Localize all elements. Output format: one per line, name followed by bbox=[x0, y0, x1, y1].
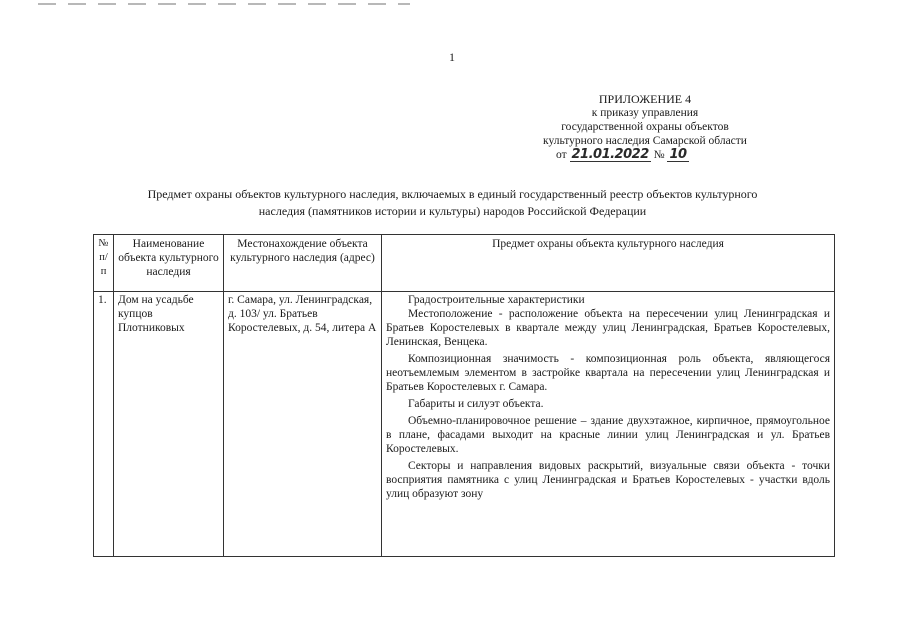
appendix-title: ПРИЛОЖЕНИЕ 4 bbox=[598, 92, 692, 106]
subject-paragraph: Местоположение - расположение объекта на пересечении улиц Ленинградская и Братьев Коростелевых в квартале между улиц Ленинградская, Братьев Коростелевых, Ленинская, Венцека. bbox=[386, 308, 830, 348]
header-subject: Предмет охраны объекта культурного наследия bbox=[382, 235, 835, 292]
appendix-line-2: государственной охраны объектов bbox=[561, 121, 729, 133]
header-number-pp: п/п bbox=[99, 252, 108, 277]
row-address: г. Самара, ул. Ленинградская, д. 103/ ул. Братьев Коростелевых, д. 54, литера А bbox=[224, 292, 382, 557]
handwritten-number: 10 bbox=[669, 147, 687, 162]
subject-paragraph: Объемно-планировочное решение – здание двухэтажное, кирпичное, прямоугольное в плане, фасадами выходит на красные линии улиц Ленинградская и ул. Братьев Коростелевых. bbox=[386, 415, 830, 455]
protection-subject-table bbox=[93, 234, 835, 557]
number-prefix: № bbox=[653, 149, 665, 161]
document-title-line-2: наследия (памятников истории и культуры) народов Российской Федерации bbox=[258, 204, 647, 218]
handwritten-date: 21.01.2022 bbox=[571, 147, 649, 162]
subject-paragraph: Композиционная значимость - композиционная роль объекта, являющегося неотъемлемым элементом в застройке квартала на пересечении улиц Ленинградская и Братьев Коростелевых г. Самара. bbox=[386, 353, 830, 393]
document-title bbox=[95, 186, 810, 220]
header-number-sign: № bbox=[98, 238, 109, 249]
document-title-line-1: Предмет охраны объектов культурного наследия, включаемых в единый государственный реестр объектов культурного bbox=[147, 187, 758, 201]
appendix-line-1: к приказу управления bbox=[591, 107, 699, 119]
table-header-row bbox=[94, 235, 835, 292]
table-row bbox=[94, 292, 835, 557]
subject-paragraph: Габариты и силуэт объекта. bbox=[408, 398, 544, 410]
date-prefix: от bbox=[556, 149, 567, 161]
appendix-line-3: культурного наследия Самарской области bbox=[543, 135, 747, 147]
page-number: 1 bbox=[449, 50, 455, 64]
order-date-number bbox=[556, 149, 689, 162]
row-number: 1. bbox=[94, 292, 114, 557]
header-number bbox=[94, 235, 114, 292]
subject-paragraph: Секторы и направления видовых раскрытий, визуальные связи объекта - точки восприятия памятника с улиц Ленинградская и Братьев Коростелевых - участки вдоль улиц образуют зону bbox=[386, 460, 830, 500]
row-object-name: Дом на усадьбе купцов Плотниковых bbox=[114, 292, 224, 557]
top-dashed-line bbox=[38, 3, 410, 5]
subject-paragraph: Градостроительные характеристики bbox=[408, 294, 585, 306]
header-address: Местонахождение объекта культурного наследия (адрес) bbox=[224, 235, 382, 292]
row-protection-subject bbox=[382, 292, 835, 557]
header-name: Наименование объекта культурного наследия bbox=[114, 235, 224, 292]
